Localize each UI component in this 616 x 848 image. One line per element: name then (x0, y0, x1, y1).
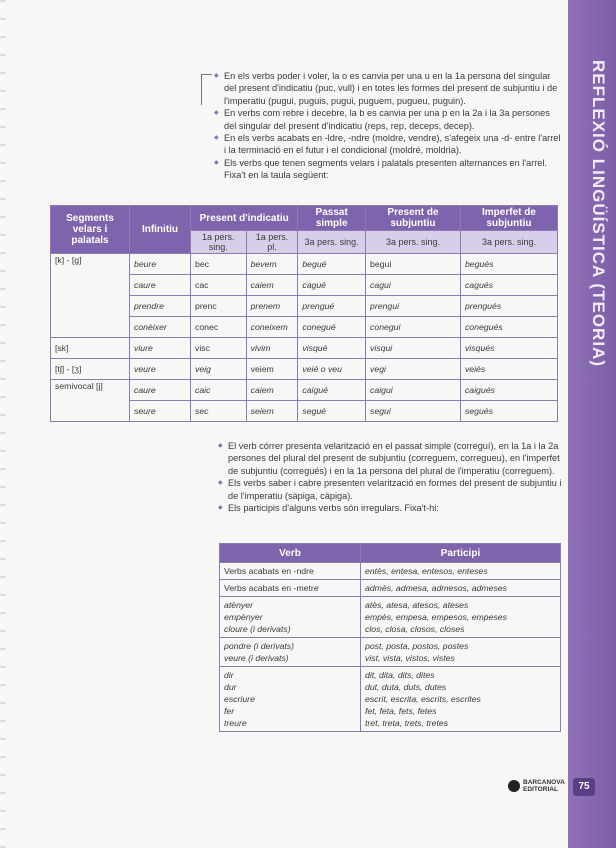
cell: begués (460, 254, 557, 275)
cell: veiés (460, 359, 557, 380)
verb-line: atènyer (224, 600, 253, 610)
cell: coneixem (246, 317, 298, 338)
cell: conegués (460, 317, 557, 338)
cell: visqui (366, 338, 461, 359)
th-sub-4: 3a pers. sing. (366, 231, 461, 254)
th-sub-2: 1a pers. pl. (246, 231, 298, 254)
cell-participi (361, 667, 561, 732)
table-row (51, 338, 558, 359)
cell: vegi (366, 359, 461, 380)
cell: bevem (246, 254, 298, 275)
cell: visqués (460, 338, 557, 359)
cell: cagués (460, 275, 557, 296)
verb-line: fer (224, 706, 235, 716)
th-present-subjuntiu: Present de subjuntiu (366, 206, 461, 231)
cell-infinitiu: caure (130, 275, 191, 296)
cell-verb (220, 580, 361, 597)
cell: cagué (298, 275, 366, 296)
cell: sec (191, 401, 247, 422)
cell: caic (191, 380, 247, 401)
verb-line: veure (i derivats) (224, 653, 289, 663)
table-row (220, 563, 561, 580)
participi-line: vist, vista, vistos, vistes (365, 653, 455, 663)
cell-verb (220, 667, 361, 732)
participi-line: dut, duta, duts, dutes (365, 682, 447, 692)
cell: caigués (460, 380, 557, 401)
cell-verb (220, 638, 361, 667)
cell-participi (361, 563, 561, 580)
th-sub-3: 3a pers. sing. (298, 231, 366, 254)
cell-segment: semivocal [j] (51, 380, 130, 422)
cell: cac (191, 275, 247, 296)
cell: conegué (298, 317, 366, 338)
bullet-segments: ◆ Els verbs que tenen segments velars i palatals presenten alternances en l'arrel. Fixa't en la taula següent: (214, 157, 564, 182)
th-passat-simple: Passat simple (298, 206, 366, 231)
cell-infinitiu: caure (130, 380, 191, 401)
cell-verb (220, 597, 361, 638)
th-infinitiu: Infinitiu (130, 206, 191, 254)
cell-verb (220, 563, 361, 580)
publisher-name: BARCANOVA EDITORIAL (523, 779, 565, 793)
cell-infinitiu: beure (130, 254, 191, 275)
cell: prengué (298, 296, 366, 317)
participi-line: fet, feta, fets, fetes (365, 706, 437, 716)
table-row (51, 359, 558, 380)
verb-line: dur (224, 682, 237, 692)
cell-segment: [sk] (51, 338, 130, 359)
cell-participi (361, 597, 561, 638)
participles-table (219, 543, 561, 732)
bullet-saber-cabre: ◆ Els verbs saber i cabre presenten velarització en formes del present de subjuntiu i de l'imperatiu (sàpiga, càpiga). (218, 477, 563, 502)
th-verb: Verb (220, 544, 361, 563)
cell: visc (191, 338, 247, 359)
th-segments: Segments velars i palatals (51, 206, 130, 254)
bullets-top (214, 70, 564, 182)
participi-line: clos, closa, closos, closes (365, 624, 465, 634)
cell: segui (366, 401, 461, 422)
cell: bec (191, 254, 247, 275)
bullet-poder-voler: ◆ En els verbs poder i voler, la o es canvia per una u en la 1a persona del singular del present d'indicatiu (puc, vull) i en totes les formes del present de subjuntiu i de l'imperatiu (pugui, puguis, pugui, puguem, pugueu, puguin). (214, 70, 564, 107)
participi-line: entès, entesa, entesos, enteses (365, 566, 488, 576)
cell: visqué (298, 338, 366, 359)
participi-line: dit, dita, dits, dites (365, 670, 435, 680)
bullet-participis: ◆ Els participis d'alguns verbs són irregulars. Fixa't-hi: (218, 502, 563, 514)
cell: conegui (366, 317, 461, 338)
table-row (220, 667, 561, 732)
cell: caigui (366, 380, 461, 401)
cell: cagui (366, 275, 461, 296)
side-title: REFLEXIÓ LINGÜÍSTICA (TEORIA) (589, 60, 608, 367)
cell: conec (191, 317, 247, 338)
participi-line: atès, atesa, atesos, ateses (365, 600, 469, 610)
cell: prenc (191, 296, 247, 317)
table-row (220, 597, 561, 638)
page-number: 75 (573, 778, 595, 796)
cell: prengui (366, 296, 461, 317)
verb-line: dir (224, 670, 234, 680)
cell: caiem (246, 275, 298, 296)
bullet-rebre: ◆ En verbs com rebre i decebre, la b es canvia per una p en la 2a i la 3a persones del singular del present d'indicatiu (reps, rep, deceps, decep). (214, 107, 564, 132)
cell: caigué (298, 380, 366, 401)
publisher-icon (508, 780, 520, 792)
binding-edge (0, 0, 6, 848)
cell-infinitiu: prendre (130, 296, 191, 317)
table-row (220, 638, 561, 667)
participi-line: empès, empesa, empesos, empeses (365, 612, 507, 622)
table-row (220, 580, 561, 597)
cell: seiem (246, 401, 298, 422)
participi-line: admès, admesa, admesos, admeses (365, 583, 507, 593)
participi-line: escrit, escrita, escrits, escrites (365, 694, 481, 704)
verb-line: escriure (224, 694, 255, 704)
table-row (51, 254, 558, 275)
verb-line: treure (224, 718, 247, 728)
bullet-correr: ◆ El verb córrer presenta velarització en el passat simple (correguí), en la 1a i la 2a persones del plural del present de subjuntiu (correguem, corregueu), en l'imperfet de subjuntiu (corregués) i en la 1a persona del plural de l'imperatiu (correguem). (218, 440, 563, 477)
cell: veié o veu (298, 359, 366, 380)
cell: veiem (246, 359, 298, 380)
cell: begué (298, 254, 366, 275)
cell-infinitiu: viure (130, 338, 191, 359)
cell: vivim (246, 338, 298, 359)
cell: prengués (460, 296, 557, 317)
participles-body (220, 563, 561, 732)
participi-line: tret, treta, trets, tretes (365, 718, 449, 728)
th-sub-1: 1a pers. sing. (191, 231, 247, 254)
cell-participi (361, 638, 561, 667)
cell: veig (191, 359, 247, 380)
table-row (51, 380, 558, 401)
cell: segué (298, 401, 366, 422)
cell-infinitiu: veure (130, 359, 191, 380)
verb-line: empènyer (224, 612, 263, 622)
cell: prenem (246, 296, 298, 317)
bullets-mid (218, 440, 563, 514)
publisher-logo (508, 779, 565, 793)
th-present-indicatiu: Present d'indicatiu (191, 206, 298, 231)
cell: segués (460, 401, 557, 422)
verb-line: Verbs acabats en -ndre (224, 566, 314, 576)
participi-line: post, posta, postos, postes (365, 641, 469, 651)
verb-line: pondre (i derivats) (224, 641, 295, 651)
note-bracket (201, 74, 212, 105)
cell-participi (361, 580, 561, 597)
verb-line: cloure (i derivats) (224, 624, 291, 634)
cell-segment: [k] - [g] (51, 254, 130, 338)
cell-segment: [tʃ] - [ʒ] (51, 359, 130, 380)
th-participi: Participi (361, 544, 561, 563)
verb-line: Verbs acabats en -metre (224, 583, 319, 593)
bullet-ldre-ndre: ◆ En els verbs acabats en -ldre, -ndre (moldre, vendre), s'afegeix una -d- entre l'arrel i la terminació en el futur i el condicional (moldré, moldria). (214, 132, 564, 157)
cell-infinitiu: conèixer (130, 317, 191, 338)
cell: caiem (246, 380, 298, 401)
segments-table (50, 205, 558, 422)
th-imperfet-subjuntiu: Imperfet de subjuntiu (460, 206, 557, 231)
cell-infinitiu: seure (130, 401, 191, 422)
cell: begui (366, 254, 461, 275)
th-sub-5: 3a pers. sing. (460, 231, 557, 254)
